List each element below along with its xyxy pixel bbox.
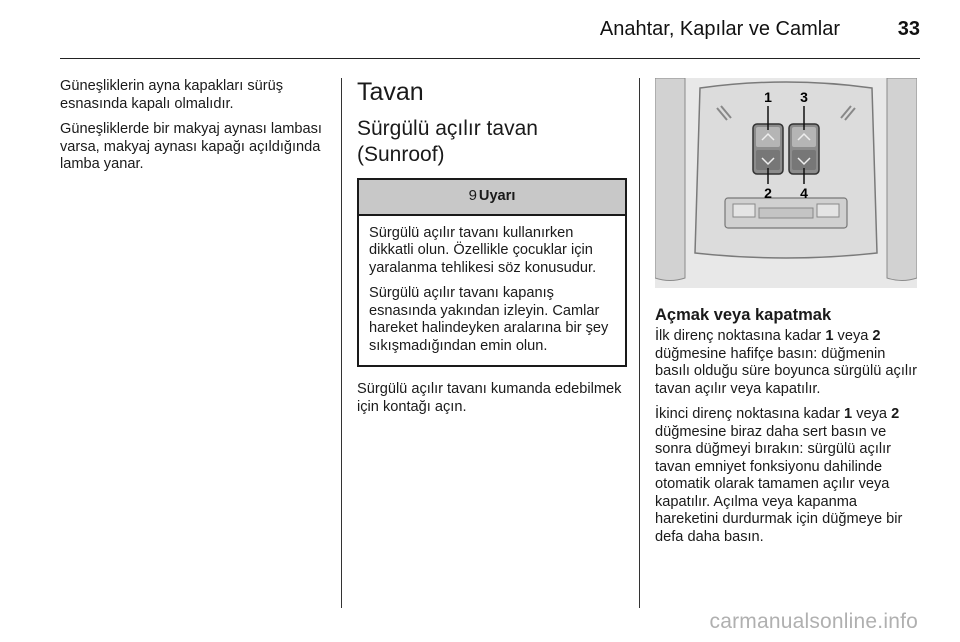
warning-box (357, 178, 627, 367)
text-run: İkinci direnç noktasına kadar (655, 406, 845, 422)
watermark: carmanualsonline.info (709, 610, 918, 633)
text-run: veya (833, 328, 873, 344)
paragraph: Güneşliklerin ayna kapakları sürüş esnasında kapalı olmalıdır. (60, 78, 284, 112)
header-rule (60, 58, 920, 59)
warning-header (359, 180, 625, 216)
page-number: 33 (897, 18, 920, 40)
column-right (655, 78, 923, 554)
paragraph (655, 328, 923, 398)
subsection-title: Sürgülü açılır tavan (Sunroof) (357, 117, 538, 166)
paragraph (655, 406, 923, 546)
callout-label: 1 (764, 89, 772, 105)
button-ref: 2 (891, 406, 900, 422)
warning-triangle-icon: 9 (468, 187, 477, 204)
column-left (60, 78, 330, 182)
warning-paragraph: Sürgülü açılır tavanı kullanırken dikkatli olun. Özellikle çocuklar için yaralanma tehlikesi söz konusudur. (369, 224, 597, 276)
text-run: düğmesine hafifçe basın: düğmenin basılı olduğu süre boyunca sürgülü açılır tavan açılır veya kapatılır. (655, 345, 918, 397)
button-ref: 1 (844, 406, 853, 422)
button-ref: 1 (825, 328, 834, 344)
sunroof-control-drawing (655, 78, 917, 288)
column-middle (357, 78, 625, 424)
warning-label: Uyarı (478, 188, 516, 204)
warning-paragraph: Sürgülü açılır tavanı kapanış esnasında yakından izleyin. Camlar hareket halindeyken aralarına bir şey sıkışmadığından emin olun. (369, 285, 609, 354)
sunroof-control-illustration (655, 78, 917, 288)
callout-label: 3 (800, 89, 808, 105)
column-divider (341, 78, 342, 608)
paragraph: Güneşliklerde bir makyaj aynası lambası varsa, makyaj aynası kapağı açıldığında lamba yanar. (60, 121, 322, 172)
section-title: Tavan (357, 78, 424, 106)
text-run: İlk direnç noktasına kadar (655, 328, 826, 344)
callout-label: 2 (764, 185, 772, 201)
paragraph: Sürgülü açılır tavanı kumanda edebilmek için kontağı açın. (357, 381, 622, 415)
subheading: Açmak veya kapatmak (655, 306, 832, 324)
text-run: düğmesine biraz daha sert basın ve sonra düğmeyi bırakın: sürgülü açılır tavan emniyet fonksiyonu dahilinde otomatik olarak tamamen açılır veya kapatılır. Açılma veya kapanma hareketini durdurmak için düğmeye bir defa daha basın. (655, 423, 903, 545)
column-divider (639, 78, 640, 608)
callout-label: 4 (800, 185, 808, 201)
header-title: Anahtar, Kapılar ve Camlar (599, 18, 840, 40)
button-ref: 2 (872, 328, 881, 344)
text-run: veya (852, 406, 892, 422)
warning-body (359, 216, 625, 366)
